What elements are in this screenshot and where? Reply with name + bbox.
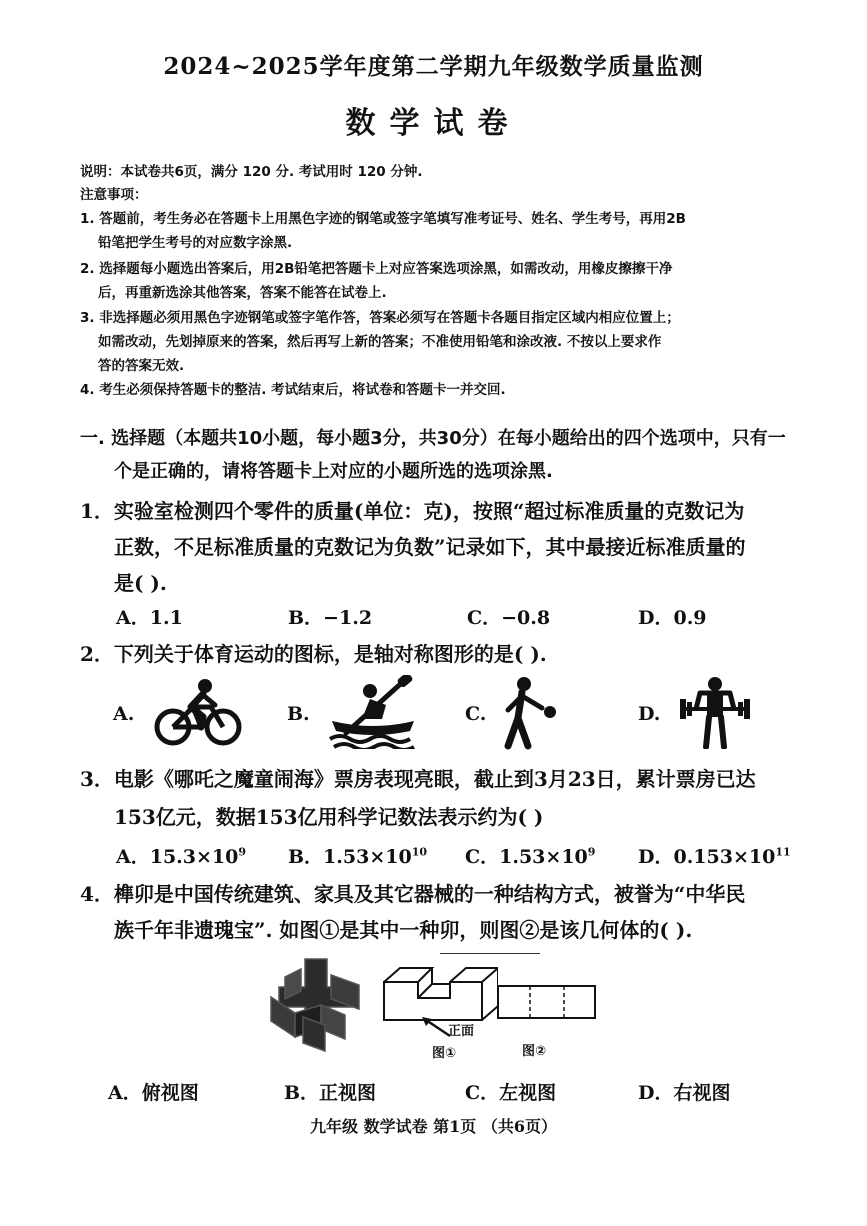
- q4-option-c[interactable]: C．左视图: [465, 1082, 557, 1104]
- q1-line3: 是( ).: [114, 571, 167, 595]
- cyclist-icon: [153, 677, 243, 749]
- q3-line1: 3．电影《哪吒之魔童闹海》票房表现亮眼，截止到3月23日，累计票房已达: [80, 767, 756, 791]
- notice-item-3-line3: 答的答案无效.: [98, 358, 185, 374]
- notice-item-2-line1: 2. 选择题每小题选出答案后，用2B铅笔把答题卡上对应答案选项涂黑，如需改动，用橡皮擦擦干净: [80, 261, 673, 277]
- ball-player-icon: [498, 676, 562, 750]
- q2-option-b[interactable]: B.: [287, 703, 310, 725]
- q3-option-b[interactable]: B．$1.53\times 10^{10}$: [288, 845, 428, 868]
- notice-item-1-line1: 1. 答题前，考生务必在答题卡上用黑色字迹的钢笔或签字笔填写准考证号、姓名、学生考号，再用2B: [80, 211, 686, 227]
- q1-option-b[interactable]: B．−1.2: [288, 607, 373, 629]
- q1-option-a[interactable]: A．1.1: [116, 607, 183, 629]
- notice-item-3-line2: 如需改动，先划掉原来的答案，然后再写上新的答案；不准使用铅笔和涂改液. 不按以上要求作: [98, 334, 662, 350]
- page-footer: 九年级 数学试卷 第1页 （共6页）: [310, 1117, 557, 1136]
- notice-item-3-line1: 3. 非选择题必须用黑色字迹钢笔或签字笔作答，答案必须写在答题卡各题目指定区域内相应位置上；: [80, 310, 680, 326]
- q1-option-d[interactable]: D．0.9: [638, 607, 707, 629]
- notice-item-2-line2: 后，再重新选涂其他答案，答案不能答在试卷上.: [98, 285, 387, 301]
- figure-1-label: 图①: [432, 1046, 457, 1061]
- q4-line2: 族千年非遗瑰宝”. 如图①是其中一种卯，则图②是该几何体的( ).: [114, 918, 693, 942]
- view-rectangle-figure: [497, 985, 597, 1019]
- notice-item-1-line2: 铅笔把学生考号的对应数字涂黑.: [98, 235, 293, 251]
- wooden-puzzle-icon: [265, 957, 369, 1053]
- q2-option-c[interactable]: C.: [465, 703, 487, 725]
- section-1-line2: 个是正确的，请将答题卡上对应的小题所选的选项涂黑.: [114, 461, 553, 482]
- q1-line1: 1．实验室检测四个零件的质量(单位：克)，按照“超过标准质量的克数记为: [80, 499, 745, 523]
- q4-option-d[interactable]: D．右视图: [638, 1082, 731, 1104]
- q1-option-c[interactable]: C．−0.8: [467, 607, 551, 629]
- q4-option-b[interactable]: B．正视图: [284, 1082, 377, 1104]
- q3-option-d[interactable]: D．$0.153\times 10^{11}$: [638, 845, 791, 868]
- q3-line2: 153亿元，数据153亿用科学记数法表示约为( ): [114, 805, 544, 829]
- q3-option-a[interactable]: A．$15.3\times 10^9$: [116, 845, 247, 868]
- notched-block-figure: [382, 962, 498, 1024]
- section-1-line1: 一. 选择题（本题共10小题，每小题3分，共30分）在每小题给出的四个选项中，只有一: [80, 428, 786, 449]
- q2-text: 2．下列关于体育运动的图标，是轴对称图形的是( ).: [80, 642, 547, 666]
- q1-line2: 正数，不足标准质量的克数记为负数”记录如下，其中最接近标准质量的: [114, 535, 746, 559]
- q3-option-c[interactable]: C．$1.53\times 10^9$: [465, 845, 596, 868]
- exam-note: 说明：本试卷共6页，满分 120 分. 考试用时 120 分钟.: [80, 164, 423, 180]
- q2-option-a[interactable]: A.: [113, 703, 135, 725]
- notice-heading: 注意事项：: [80, 187, 148, 203]
- figure-2-label: 图②: [522, 1044, 547, 1059]
- exam-title: 2024~2025学年度第二学期九年级数学质量监测: [163, 53, 704, 80]
- figure-rule: [440, 953, 540, 954]
- q4-option-a[interactable]: A．俯视图: [108, 1082, 199, 1104]
- weightlifter-icon: [678, 675, 752, 749]
- q4-line1: 4．榫卯是中国传统建筑、家具及其它器械的一种结构方式，被誉为“中华民: [80, 882, 746, 906]
- notice-item-4-line1: 4. 考生必须保持答题卡的整洁. 考试结束后，将试卷和答题卡一并交回.: [80, 382, 506, 398]
- kayaker-icon: [326, 675, 420, 749]
- front-label: 正面: [448, 1024, 475, 1039]
- q2-option-d[interactable]: D.: [638, 703, 661, 725]
- exam-subtitle: 数学试卷: [345, 106, 522, 141]
